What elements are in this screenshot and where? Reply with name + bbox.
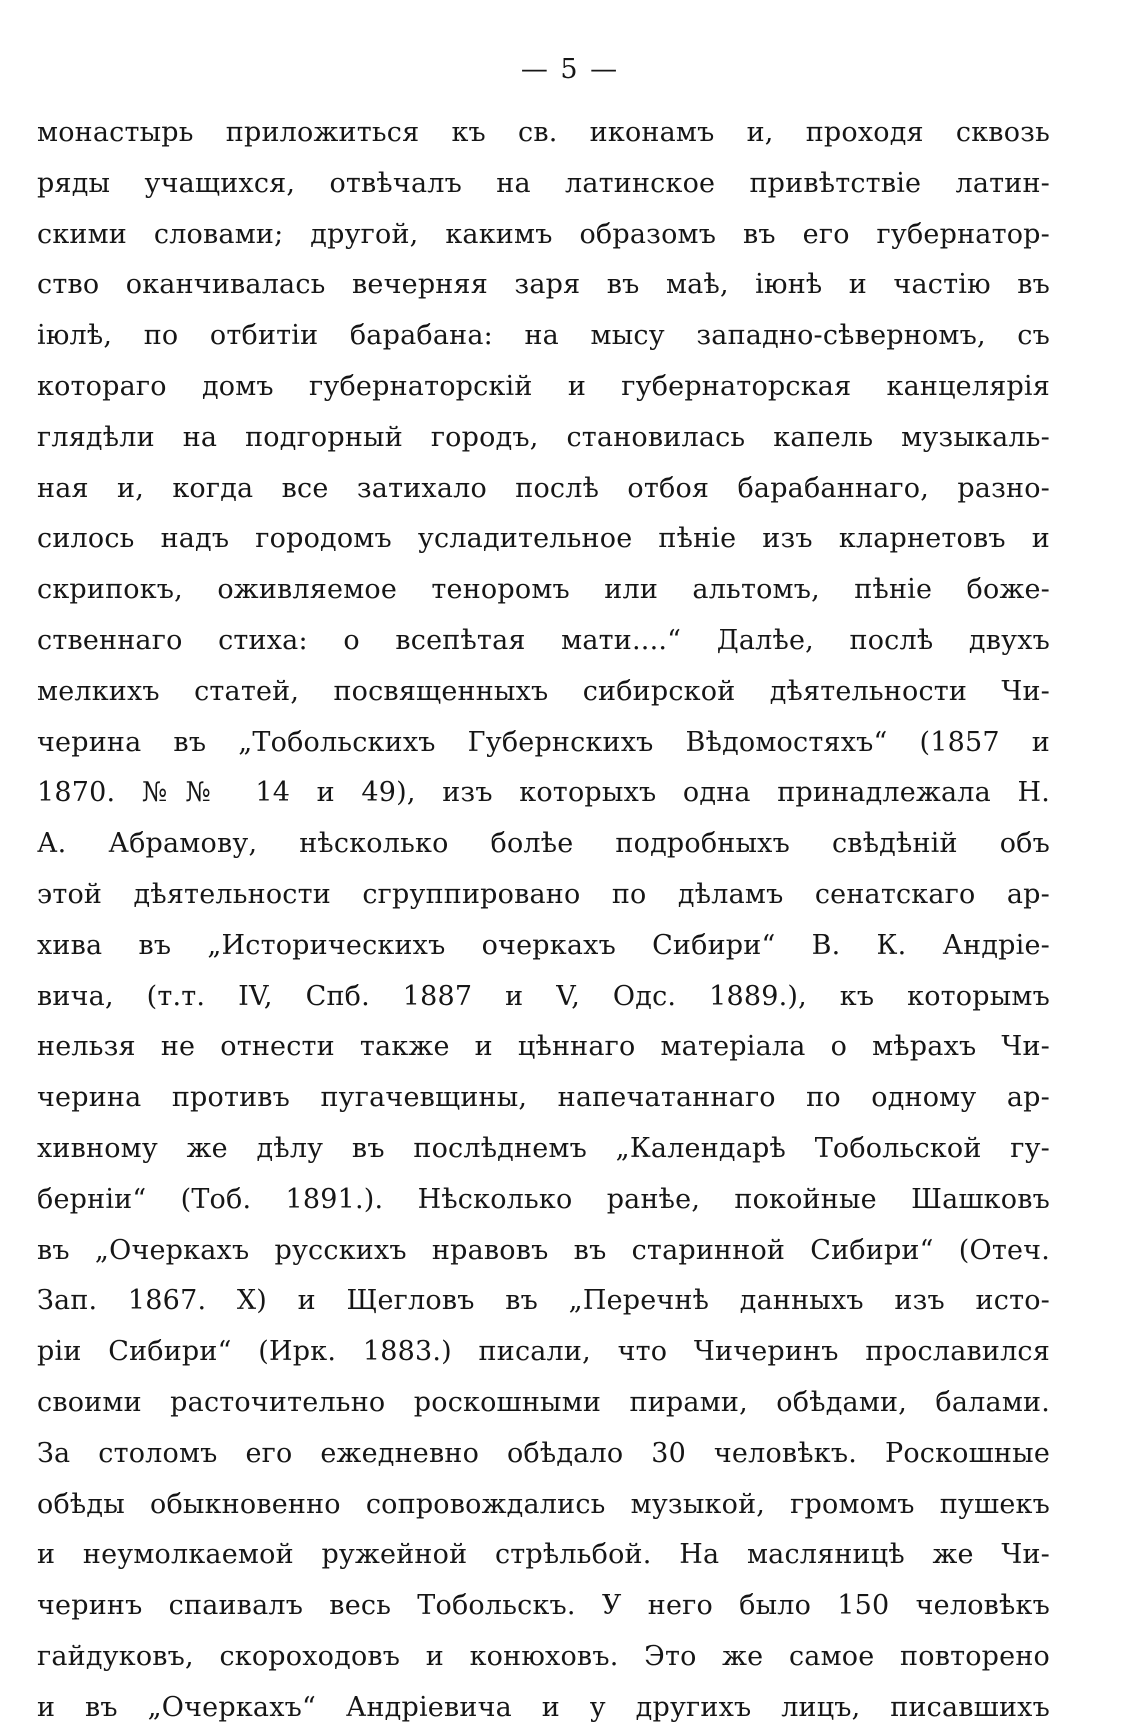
text-line: глядѣли на подгорный городъ, становилась капель музыкаль- <box>37 421 1050 453</box>
text-line: хивному же дѣлу въ послѣднемъ „Календарѣ Тобольской гу- <box>37 1132 1050 1164</box>
text-line: черинъ спаивалъ весь Тобольскъ. У него было 150 человѣкъ <box>37 1590 1050 1622</box>
text-line: За столомъ его ежедневно обѣдало 30 человѣкъ. Роскошные <box>37 1437 1050 1469</box>
text-line: А. Абрамову, нѣсколько болѣе подробныхъ свѣдѣній объ <box>37 828 1050 860</box>
text-line: ряды учащихся, отвѣчалъ на латинское привѣтствіе латин- <box>37 167 1050 199</box>
text-line: черина въ „Тобольскихъ Губернскихъ Вѣдомостяхъ“ (1857 и <box>37 726 1050 758</box>
text-line: своими расточительно роскошными пирами, обѣдами, балами. <box>37 1386 1050 1418</box>
text-line: обѣды обыкновенно сопровождались музыкой, громомъ пушекъ <box>37 1488 1050 1520</box>
text-line: ная и, когда все затихало послѣ отбоя барабаннаго, разно- <box>37 472 1050 504</box>
text-line: черина противъ пугачевщины, напечатаннаго по одному ар- <box>37 1082 1050 1114</box>
page-number: — 5 — <box>520 54 620 85</box>
text-line: мелкихъ статей, посвященныхъ сибирской дѣятельности Чи- <box>37 675 1050 707</box>
body-text <box>37 108 1050 1734</box>
text-line: гайдуковъ, скороходовъ и конюховъ. Это же самое повторено <box>37 1640 1050 1672</box>
text-line: іюлѣ, по отбитіи барабана: на мысу западно-сѣверномъ, съ <box>37 320 1050 352</box>
text-line: ственнаго стиха: о всепѣтая мати....“ Далѣе, послѣ двухъ <box>37 624 1050 656</box>
text-line: этой дѣятельности сгруппировано по дѣламъ сенатскаго ар- <box>37 878 1050 910</box>
text-line: хива въ „Историческихъ очеркахъ Сибири“ В. К. Андріе- <box>37 929 1050 961</box>
text-line: Зап. 1867. X) и Щегловъ въ „Перечнѣ данныхъ изъ исто- <box>37 1285 1050 1317</box>
text-line: котораго домъ губернаторскій и губернаторская канцелярія <box>37 370 1050 402</box>
text-line: 1870. №№ 14 и 49), изъ которыхъ одна принадлежала Н. <box>37 777 1050 809</box>
text-line: скрипокъ, оживляемое теноромъ или альтомъ, пѣніе боже- <box>37 574 1050 606</box>
text-line: берніи“ (Тоб. 1891.). Нѣсколько ранѣе, покойные Шашковъ <box>37 1183 1050 1215</box>
text-line: ство оканчивалась вечерняя заря въ маѣ, іюнѣ и частію въ <box>37 269 1050 301</box>
text-line: ріи Сибири“ (Ирк. 1883.) писали, что Чичеринъ прославился <box>37 1336 1050 1368</box>
text-line: въ „Очеркахъ русскихъ нравовъ въ старинной Сибири“ (Отеч. <box>37 1234 1050 1266</box>
text-line: нельзя не отнести также и цѣннаго матеріала о мѣрахъ Чи- <box>37 1031 1050 1063</box>
text-line: скими словами; другой, какимъ образомъ въ его губернатор- <box>37 218 1050 250</box>
text-line: силось надъ городомъ усладительное пѣніе изъ кларнетовъ и <box>37 523 1050 555</box>
text-line: монастырь приложиться къ св. иконамъ и, проходя сквозь <box>37 117 1050 148</box>
text-line: и въ „Очеркахъ“ Андріевича и у другихъ лицъ, писавшихъ <box>37 1691 1050 1723</box>
text-line: и неумолкаемой ружейной стрѣльбой. На масляницѣ же Чи- <box>37 1539 1050 1571</box>
text-line: вича, (т.т. IV, Спб. 1887 и V, Одс. 1889.), къ которымъ <box>37 980 1050 1012</box>
